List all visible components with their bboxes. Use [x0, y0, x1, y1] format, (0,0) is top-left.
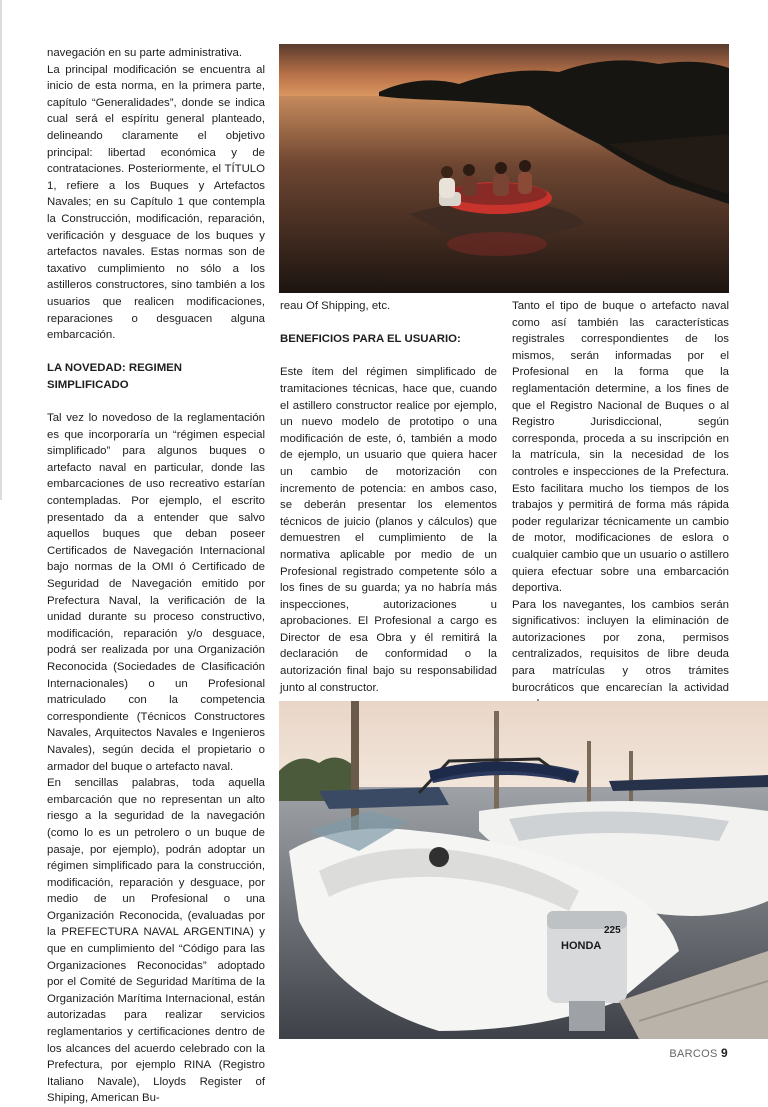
paragraph: En sencillas palabras, toda aquella embarcación que no representan un alto riesgo a la seguridad de la navegación (como lo es un petrolero o un buque de pasaje, por ejemplo), podrán adoptar un régimen simplificado para la construcción, modificación, reparación y desguace, por medio de un Profesional o una Organización Reconocida, (evaluadas por la PREFECTURA NAVAL ARGENTINA) y que en cumplimiento del “Código para las Organizaciones Reconocidas” adoptado por el Comité de Seguridad Marítima de la Organización Marítima Internacional, están autorizadas para realizar servicios reglamentarios y certificaciones dentro de los alcances del acuerdo celebrado con la Prefectura, por ejemplo RINA (Registro Italiano Navale), Lloyds Register of Shiping, American Bu-: [47, 777, 265, 1105]
article-column-2: [280, 298, 497, 696]
article-column-1: [47, 45, 265, 1107]
magazine-name: BARCOS: [669, 1048, 718, 1060]
article-column-3: [512, 298, 729, 713]
section-heading-beneficios: BENEFICIOS PARA EL USUARIO:: [280, 333, 461, 346]
page-footer: [669, 1046, 728, 1060]
paragraph: navegación en su parte administrativa.: [47, 47, 243, 59]
paragraph: Este ítem del régimen simplificado de tramitaciones técnicas, hace que, cuando el astillero constructor realice por ejemplo, un nuevo modelo de prototipo o una modificación de este, ó, también a modo de ejemplo, un usuario que quiera hacer un cambio de motorización con incremento de potencia: en ambos caso, se deberán presentar los elementos técnicos de juicio (planos y cálculos) que demuestren el cumplimiento de la normativa aplicable por medio de un Profesional registrado competente sólo a los fines de su guarda; ya no habría más inspecciones, autorizaciones u aprobaciones. El Profesional a cargo es Director de esa Obra y él remitirá la declaración de conformidad o la autorización final bajo su responsabilidad junto al constructor.: [280, 366, 497, 694]
photo-sunset-dinghy: [279, 44, 729, 293]
paragraph: Tal vez lo novedoso de la reglamentación es que incorporaría un “régimen especial simplificado” para algunos buques o artefacto naval en particular, donde las embarcaciones de uso recreativo estarían contempladas. Por ejemplo, el escrito presentado da a entender que salvo aquellos buques que deban poseer Certificados de Navegación Internacional bajo normas de la OMI ó Certificado de Seguridad de Navegación emitido por Prefectura Naval, la verificación de la unidad durante su proceso constructivo, modificación, reparación y/o desguace, podrá ser realizada por una Organización Reconocida (Sociedades de Clasificación Internacionales) o un Profesional matriculado con la competencia correspondiente (Técnicos Constructores Navales, Arquitectos Navales e Ingenieros Navales), según decida el propietario o armador del buque o artefacto naval.: [47, 412, 265, 773]
photo-marina-boats: [279, 701, 768, 1039]
engine-brand-label: HONDA: [561, 940, 602, 952]
paragraph: Para los navegantes, los cambios serán significativos: incluyen la eliminación de autorizaciones por zona, permisos centralizados, requisitos de libre deuda para matrículas y otros trámites burocráticos que encarecían la actividad: [512, 598, 729, 694]
paragraph: Tanto el tipo de buque o artefacto naval como así también las características registrales correspondientes de los mismos, serán informadas por el Profesional en la forma que la reglamentación determine, a los fines de que el Registro Nacional de Buques o al Registro Jurisdiccional, según corresponda, proceda a su inscripción en la matrícula, sin la necesidad de los controles e inspecciones de la Prefectura. Esto facilitara mucho los tiempos de los trabajos y permitirá de forma más rápida poder regularizar técnicamente un cambio de motor, modificaciones de eslora o cualquier cambio que un usuario o astillero quiera efectuar sobre una embarcación deportiva.: [512, 300, 729, 595]
page-edge-line: [0, 0, 2, 500]
page-number: 9: [721, 1046, 728, 1060]
engine-power-label: 225: [604, 925, 621, 936]
section-heading-novedad: LA NOVEDAD: REGIMEN SIMPLIFICADO: [47, 362, 183, 391]
paragraph: reau Of Shipping, etc.: [280, 300, 391, 312]
paragraph: La principal modificación se encuentra al inicio de esta norma, en la primera parte, capítulo “Generalidades”, donde se indica cual será el espíritu general planteado, delineando claramente el objetivo principal: libertad económica y de contrataciones. Posteriormente, el TÍTULO 1, refiere a los Buques y Artefactos Navales; en su Capítulo 1 que contempla la Construcción, modificación, reparación, verificación y desguace de los buques y artefactos navales. Estas normas son de taxativo cumplimiento no sólo a los astilleros constructores, sino también a los usuarios que realicen modificaciones, reparaciones o desguacen alguna embarcación.: [47, 63, 265, 342]
